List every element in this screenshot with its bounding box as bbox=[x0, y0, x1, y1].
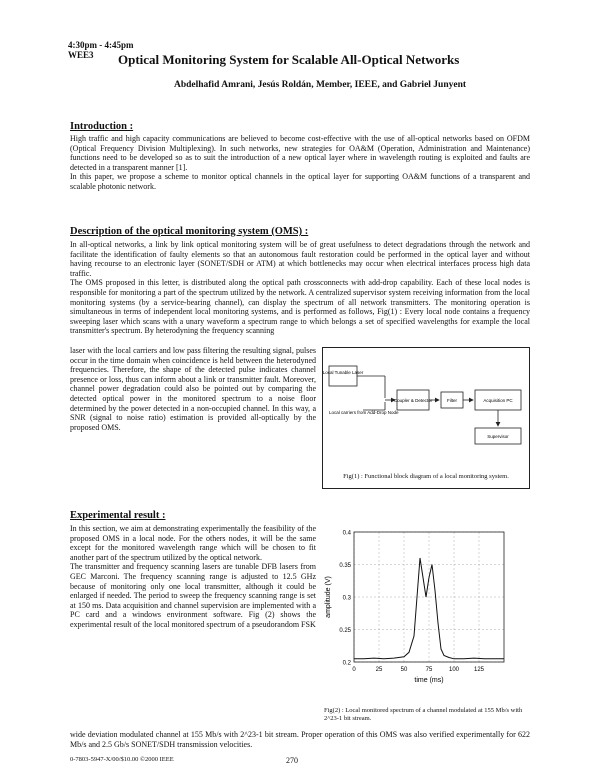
chart-grid bbox=[354, 532, 504, 662]
description-column-left bbox=[70, 346, 316, 432]
paper-authors: Abdelhafid Amrani, Jesús Roldán, Member, IEEE, and Gabriel Junyent bbox=[173, 80, 467, 90]
experimental-column-left bbox=[70, 524, 316, 630]
experimental-bottom bbox=[70, 730, 530, 749]
introduction-section bbox=[70, 134, 530, 192]
experimental-paragraph-2: The transmitter and frequency scanning lasers are tunable DFB lasers from GEC Marconi. The frequency scanning range is adjusted to 12.5 GHz because of monitoring only one local transmitter, although it could be enlarged if needed. The period to sweep the frequency scanning range is set at 150 ms. Data acquisition and channel supervision are implemented with a PC card and a windows environment software. Fig (2) shows the experimental result of the local monitored spectrum of a pseudorandom FSK bbox=[70, 562, 316, 629]
session-code: WEE3 bbox=[68, 50, 94, 60]
supervisor-label: Supervisor bbox=[487, 434, 509, 439]
experimental-heading: Experimental result : bbox=[70, 510, 166, 521]
description-section bbox=[70, 240, 530, 336]
filter-label: Filter bbox=[447, 398, 457, 403]
figure-1-caption: Fig(1) : Functional block diagram of a local monitoring system. bbox=[343, 473, 509, 480]
introduction-paragraph-1: High traffic and high capacity communications are believed to become cost-effective with the use of all-optical networks based on OFDM (Optical Frequency Division Multiplexing). In such networks, new strategies for OA&M (Operation, Administration and Maintenance) functions need to be developed so as to suit the introduction of a new optical layer where in wavelength routing is exploited and faults are detected in a transparent manner [1]. bbox=[70, 134, 530, 172]
description-paragraph-3: laser with the local carriers and low pass filtering the resulting signal, pulses occur in the time domain when coincidence is held between the heterodyned frequencies. Therefore, the shape of the detected pulse indicates channel presence or loss, thus can inform about a link or transmitter fault. Moreover, channel power degradation could also be pointed out by comparing the detected optical power in the monitored spectrum to a noise floor determined by the power detected in a non-occupied channel. In this way, a SNR (signal to noise ratio) estimation is provided all-optically by the proposed OMS. bbox=[70, 346, 316, 432]
experimental-paragraph-3: wide deviation modulated channel at 155 Mb/s with 2^23-1 bit stream. Proper operation of this OMS was also verified experimentally for 622 Mb/s and 2.5 Gb/s SONET/SDH transmission velocities. bbox=[70, 730, 530, 749]
laser-block bbox=[329, 366, 357, 386]
description-heading: Description of the optical monitoring system (OMS) : bbox=[70, 226, 309, 237]
y-tick-label: 0.3 bbox=[342, 595, 351, 602]
carriers-label: Local carriers from Add-Drop Node bbox=[329, 410, 399, 415]
footer-copyright: 0-7803-5947-X/00/$10.00 ©2000 IEEE bbox=[70, 756, 174, 763]
chart-x-axis-label: time (ms) bbox=[414, 677, 444, 684]
footer-page-number: 270 bbox=[286, 756, 298, 765]
introduction-heading: Introduction : bbox=[70, 121, 134, 132]
figure-2-chart bbox=[320, 522, 530, 728]
spectrum-chart-svg bbox=[320, 522, 530, 702]
y-tick-label: 0.2 bbox=[342, 660, 351, 667]
x-tick-label: 50 bbox=[400, 667, 408, 673]
paper-title: Optical Monitoring System for Scalable All-Optical Networks bbox=[118, 52, 460, 67]
experimental-paragraph-1: In this section, we aim at demonstrating experimentally the feasibility of the proposed OMS in a local node. For the others nodes, it will be the same except for the monitored wavelength range which will be chosen to fit another part of the spectrum utilized by the optical network. bbox=[70, 524, 316, 562]
x-tick-label: 125 bbox=[473, 667, 485, 673]
figure-2-caption: Fig(2) : Local monitored spectrum of a channel modulated at 155 Mb/s with 2^23-1 bit stream. bbox=[324, 707, 523, 722]
introduction-paragraph-2: In this paper, we propose a scheme to monitor optical channels in the optical layer for supporting OA&M functions of a transparent and scalable photonic network. bbox=[70, 172, 530, 191]
chart-x-ticks bbox=[352, 667, 484, 673]
time-slot: 4:30pm - 4:45pm bbox=[68, 40, 134, 50]
y-tick-label: 0.35 bbox=[339, 563, 351, 569]
figure-1-block-diagram bbox=[322, 347, 530, 489]
acquisition-label: Acquisition PC bbox=[483, 398, 513, 403]
coupler-label: Coupler & Detector bbox=[393, 398, 433, 403]
chart-y-axis-label: amplitude (V) bbox=[325, 576, 332, 618]
y-tick-label: 0.4 bbox=[342, 530, 351, 537]
x-tick-label: 100 bbox=[448, 667, 460, 673]
x-tick-label: 0 bbox=[352, 667, 356, 673]
description-paragraph-1: In all-optical networks, a link by link optical monitoring system will be of great usefulness to detect degradations through the network and facilitate the identification of faulty elements so that an autonomous fault restoration could be performed in the optical layer and without having recourse to an electronic layer (SONET/SDH or ATM) at which bottlenecks may occur when electrical interfaces process high data traffic. bbox=[70, 240, 530, 278]
x-tick-label: 75 bbox=[425, 667, 433, 673]
block-diagram-svg bbox=[323, 348, 529, 466]
y-tick-label: 0.25 bbox=[339, 628, 351, 634]
x-tick-label: 25 bbox=[375, 667, 383, 673]
chart-y-ticks bbox=[339, 531, 351, 667]
description-paragraph-2: The OMS proposed in this letter, is distributed along the optical path crossconnects with add-drop capability. Each of these local nodes is responsible for monitoring a part of the spectrum utilized by the network. A centralized supervisor system receiving information from the local monitoring systems (by a service-bearing channel), can display the spectrum of all network transmitters. The monitoring operation is simultaneous in terms of independent local monitoring systems, and is performed as follows, Fig(1) : Every local node contains a frequency sweeping laser which scans with a unary waveform a spectrum range to which belongs a set of specified wavelengths for example the local transmitter's spectrum. By heterodyning the frequency scanning bbox=[70, 278, 530, 336]
laser-label: Local Tunable Laser bbox=[323, 370, 364, 375]
